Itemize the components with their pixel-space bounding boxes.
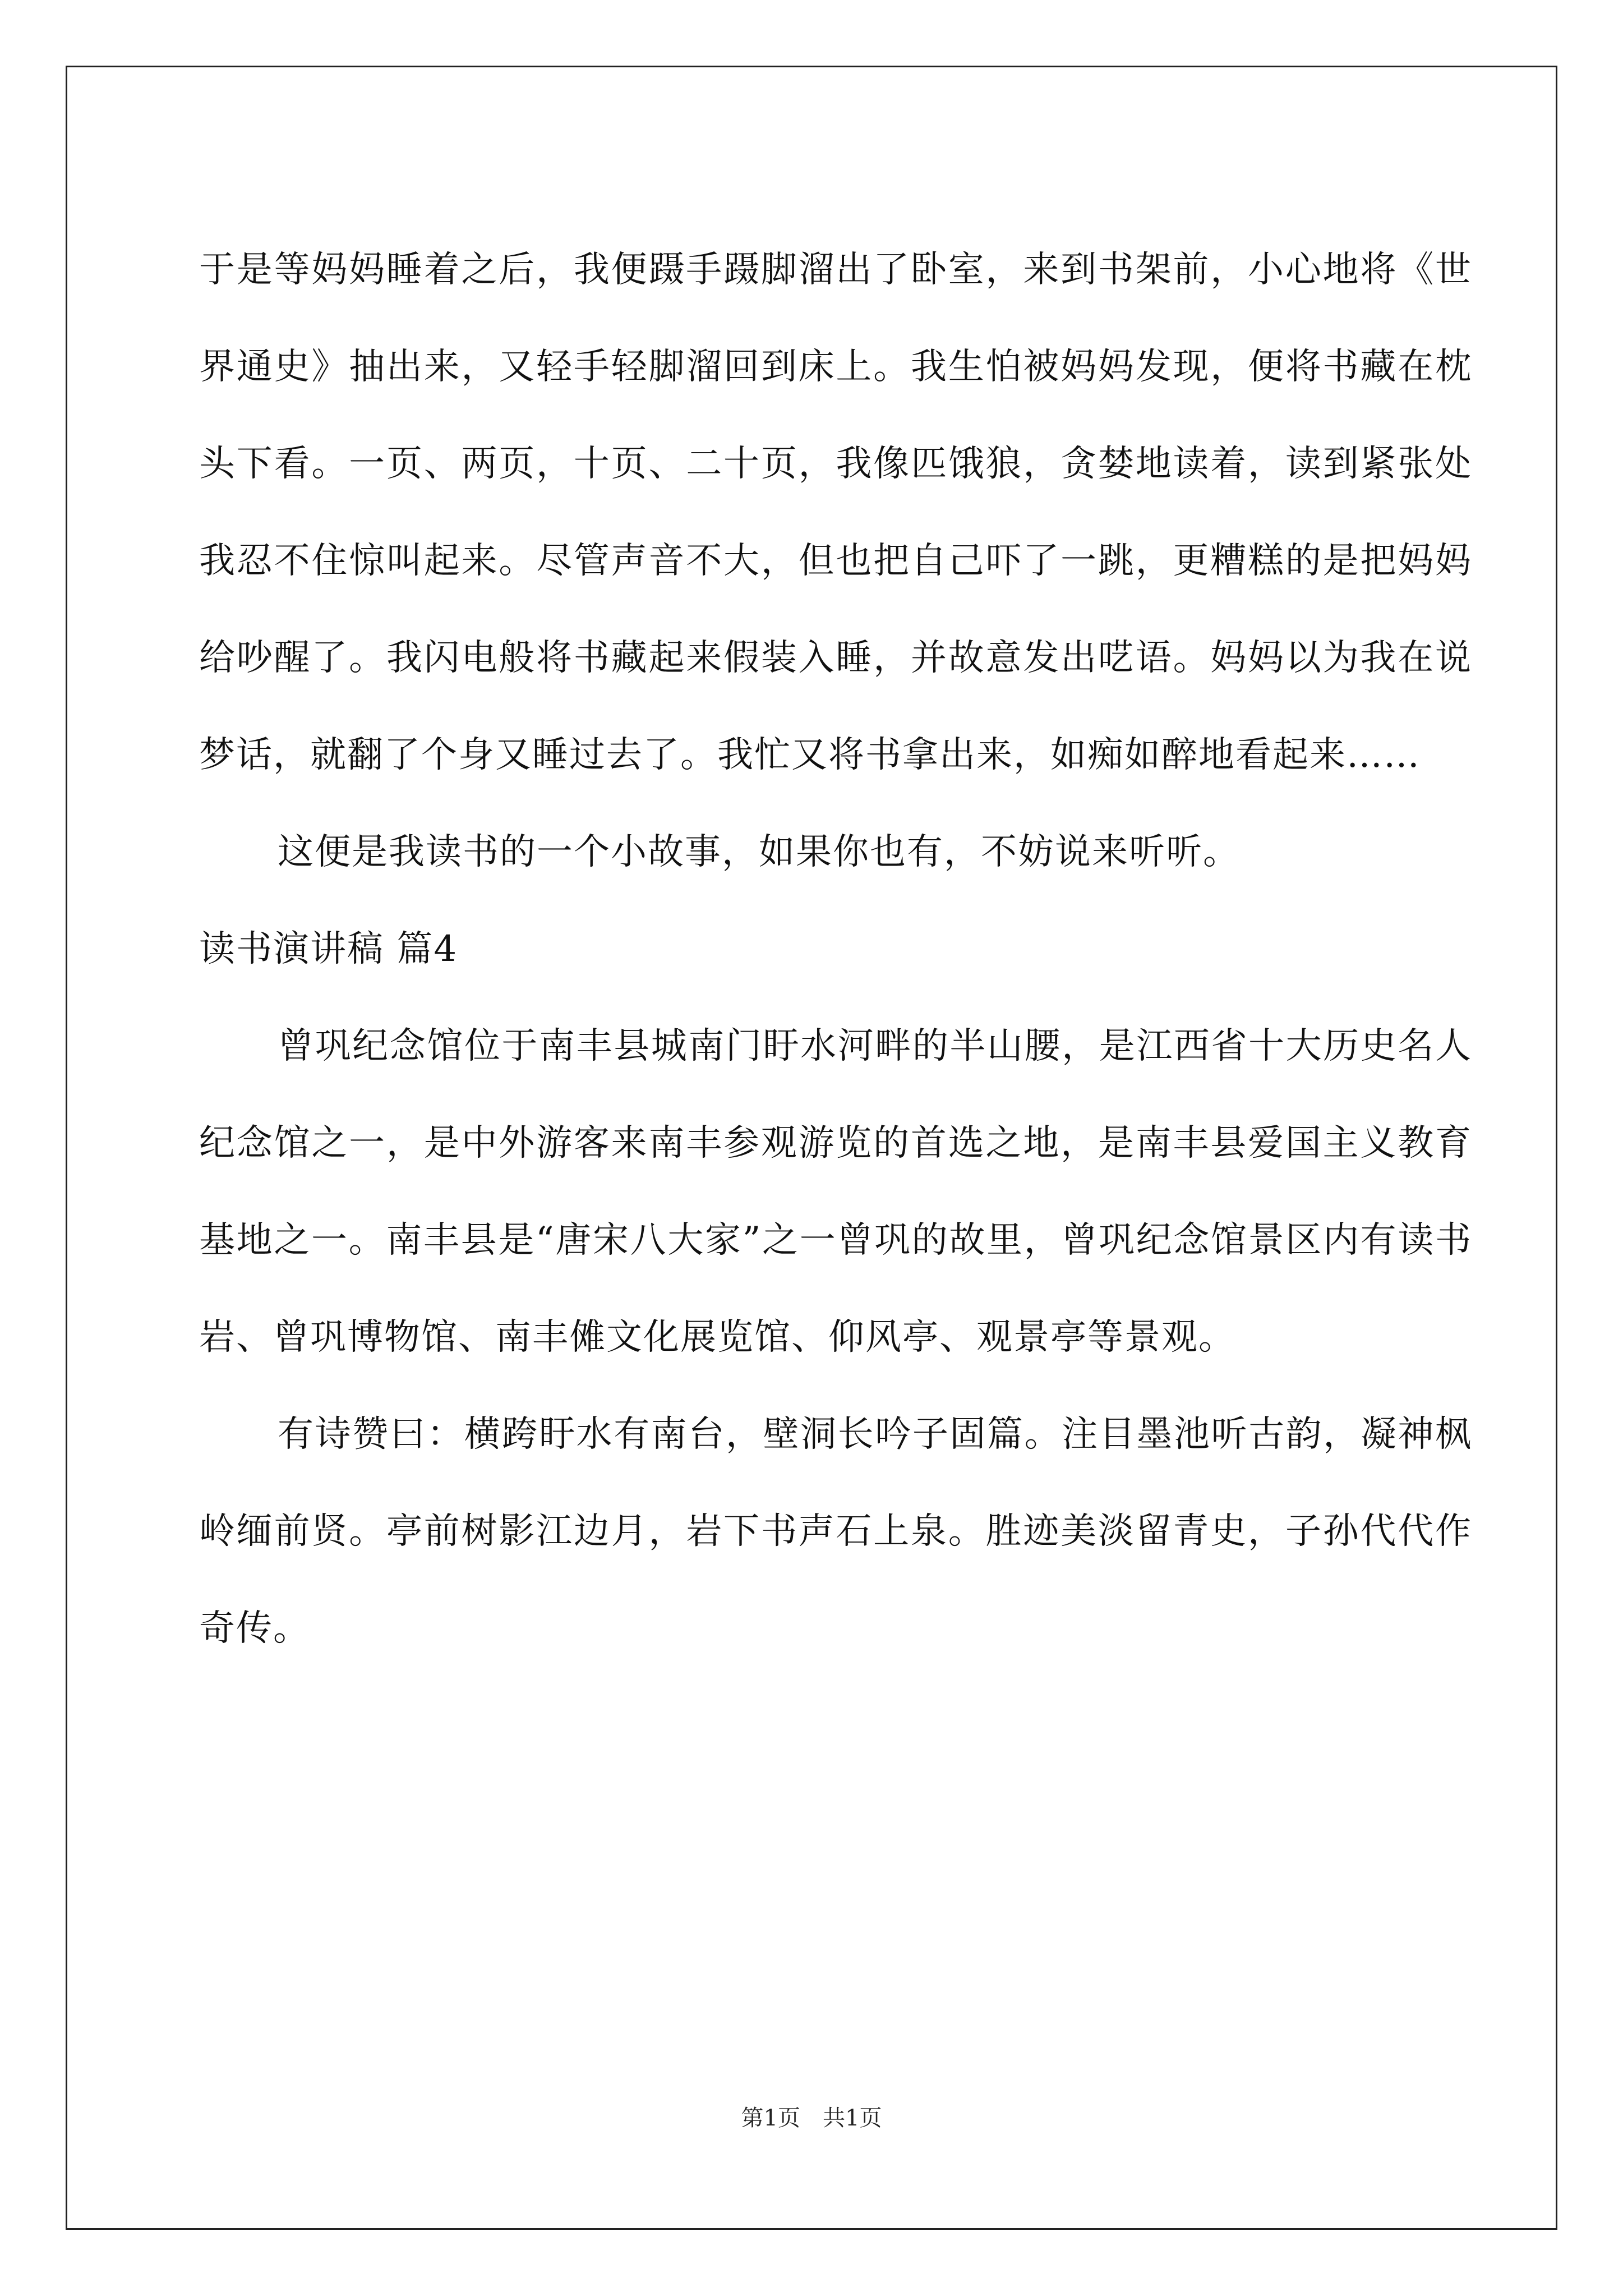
- page-number-total: 共1页: [823, 2105, 882, 2131]
- page-number-current: 第1页: [741, 2105, 800, 2131]
- paragraph-memorial-intro: 曾巩纪念馆位于南丰县城南门盱水河畔的半山腰，是江西省十大历史名人纪念馆之一，是中外游客来南丰参观游览的首选之地，是南丰县爱国主义教育基地之一。南丰县是“唐宋八大家”之一曾巩的故里，曾巩纪念馆景区内有读书岩、曾巩博物馆、南丰傩文化展览馆、仰风亭、观景亭等景观。: [199, 1025, 1472, 1358]
- paragraph-story-closing: 这便是我读书的一个小故事，如果你也有，不妨说来听听。: [278, 831, 1240, 873]
- section-heading: 读书演讲稿 篇4: [199, 928, 458, 970]
- paragraph-poem: 有诗赞曰：横跨盱水有南台，壁洞长吟子固篇。注目墨池听古韵，凝神枫岭缅前贤。亭前树影江边月，岩下书声石上泉。胜迹美淡留青史，子孙代代作奇传。: [199, 1414, 1472, 1649]
- document-body: [199, 222, 1472, 1677]
- page-footer: [0, 2101, 1623, 2135]
- paragraph-story-end: 于是等妈妈睡着之后，我便蹑手蹑脚溜出了卧室，来到书架前，小心地将《世界通史》抽出来，又轻手轻脚溜回到床上。我生怕被妈妈发现，便将书藏在枕头下看。一页、两页，十页、二十页，我像匹饿狼，贪婪地读着，读到紧张处我忍不住惊叫起来。尽管声音不大，但也把自己吓了一跳，更糟糕的是把妈妈给吵醒了。我闪电般将书藏起来假装入睡，并故意发出呓语。妈妈以为我在说梦话，就翻了个身又睡过去了。我忙又将书拿出来，如痴如醉地看起来……: [199, 249, 1472, 776]
